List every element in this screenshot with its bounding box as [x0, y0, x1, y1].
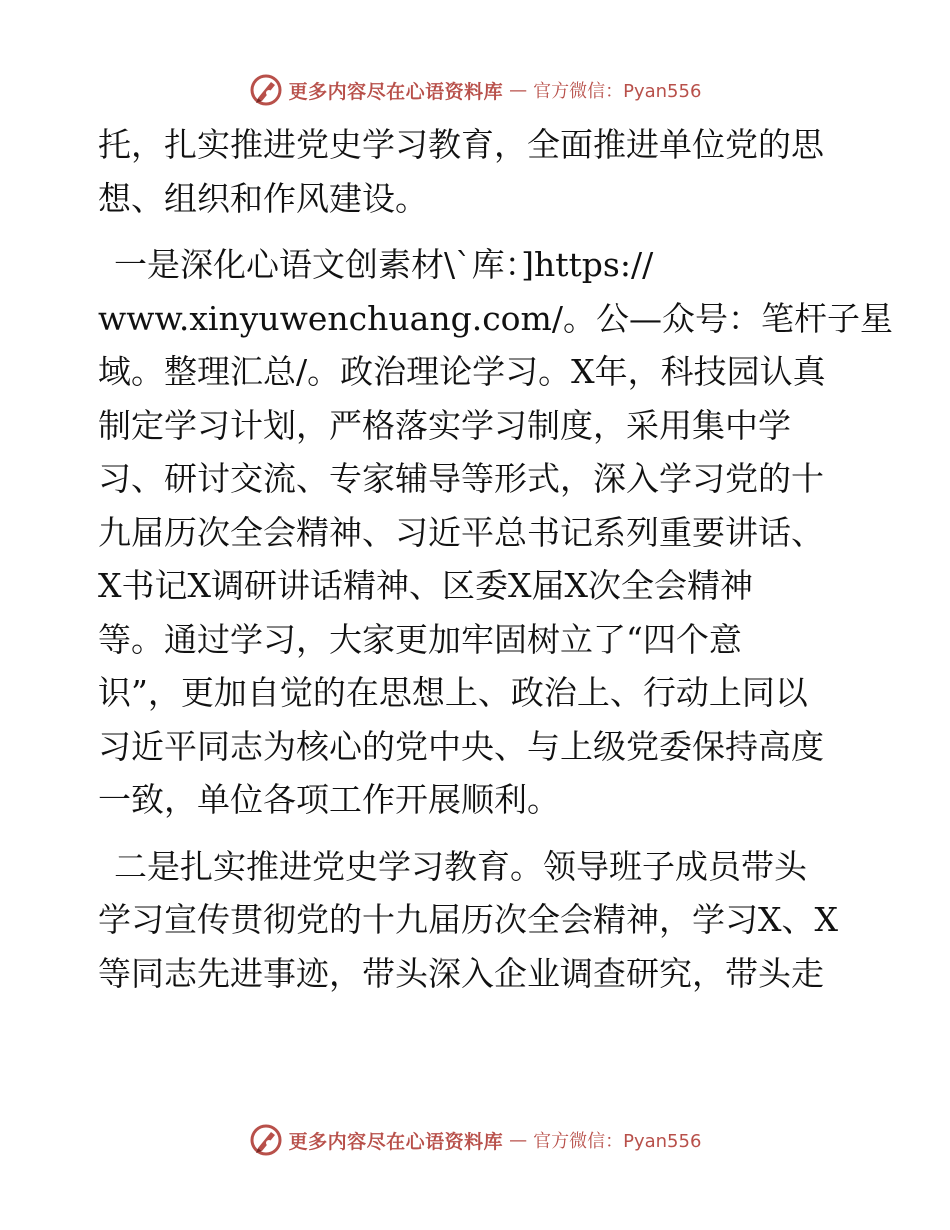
text-line: 等。通过学习，大家更加牢固树立了“四个意: [98, 619, 742, 659]
text-line: 二是扎实推进党史学习教育。领导班子成员带头: [114, 846, 807, 886]
text-line: 习近平同志为核心的党中央、与上级党委保持高度: [98, 726, 824, 766]
text-line: 一致，单位各项工作开展顺利。: [98, 780, 560, 819]
text-line: 域。整理汇总/。政治理论学习。X年，科技园认真: [98, 352, 826, 391]
text-line: 一是深化心语文创素材\`库：]https://: [114, 245, 654, 284]
text-line: 识”，更加自觉的在思想上、政治上、行动上同以: [98, 673, 808, 712]
text-line: 想、组织和作风建设。: [98, 178, 428, 218]
header-banner: [0, 70, 950, 110]
footer-banner-title: 更多内容尽在心语资料库: [288, 1130, 504, 1153]
text-line: 九届历次全会精神、习近平总书记系列重要讲话、: [98, 512, 824, 552]
footer-banner: [0, 1120, 950, 1160]
text-line: www.xinyuwenchuang.com/。公—众号：笔杆子星: [98, 298, 893, 338]
text-line: 学习宣传贯彻党的十九届历次全会精神，学习X、X: [98, 900, 838, 939]
paragraph-1: [98, 118, 878, 225]
text-line: 习、研讨交流、专家辅导等形式，深入学习党的十: [98, 459, 824, 498]
paragraph-3: [98, 840, 878, 1001]
text-line: 托，扎实推进党史学习教育，全面推进单位党的思: [98, 125, 824, 164]
text-line: X书记X调研讲话精神、区委X届X次全会精神: [98, 566, 753, 605]
header-banner-title: 更多内容尽在心语资料库: [288, 80, 504, 103]
text-line: 等同志先进事迹，带头深入企业调查研究，带头走: [98, 953, 824, 993]
document-body: [98, 118, 893, 1000]
pen-logo-icon: [249, 1123, 283, 1157]
text-line: 制定学习计划，严格落实学习制度，采用集中学: [98, 405, 791, 445]
paragraph-2: [98, 238, 893, 827]
header-banner-separator: —: [509, 79, 528, 101]
header-banner-wechat: 官方微信：Pyan556: [533, 81, 702, 102]
footer-banner-wechat: 官方微信：Pyan556: [533, 1131, 702, 1152]
footer-banner-separator: —: [509, 1129, 528, 1151]
pen-logo-icon: [249, 73, 283, 107]
